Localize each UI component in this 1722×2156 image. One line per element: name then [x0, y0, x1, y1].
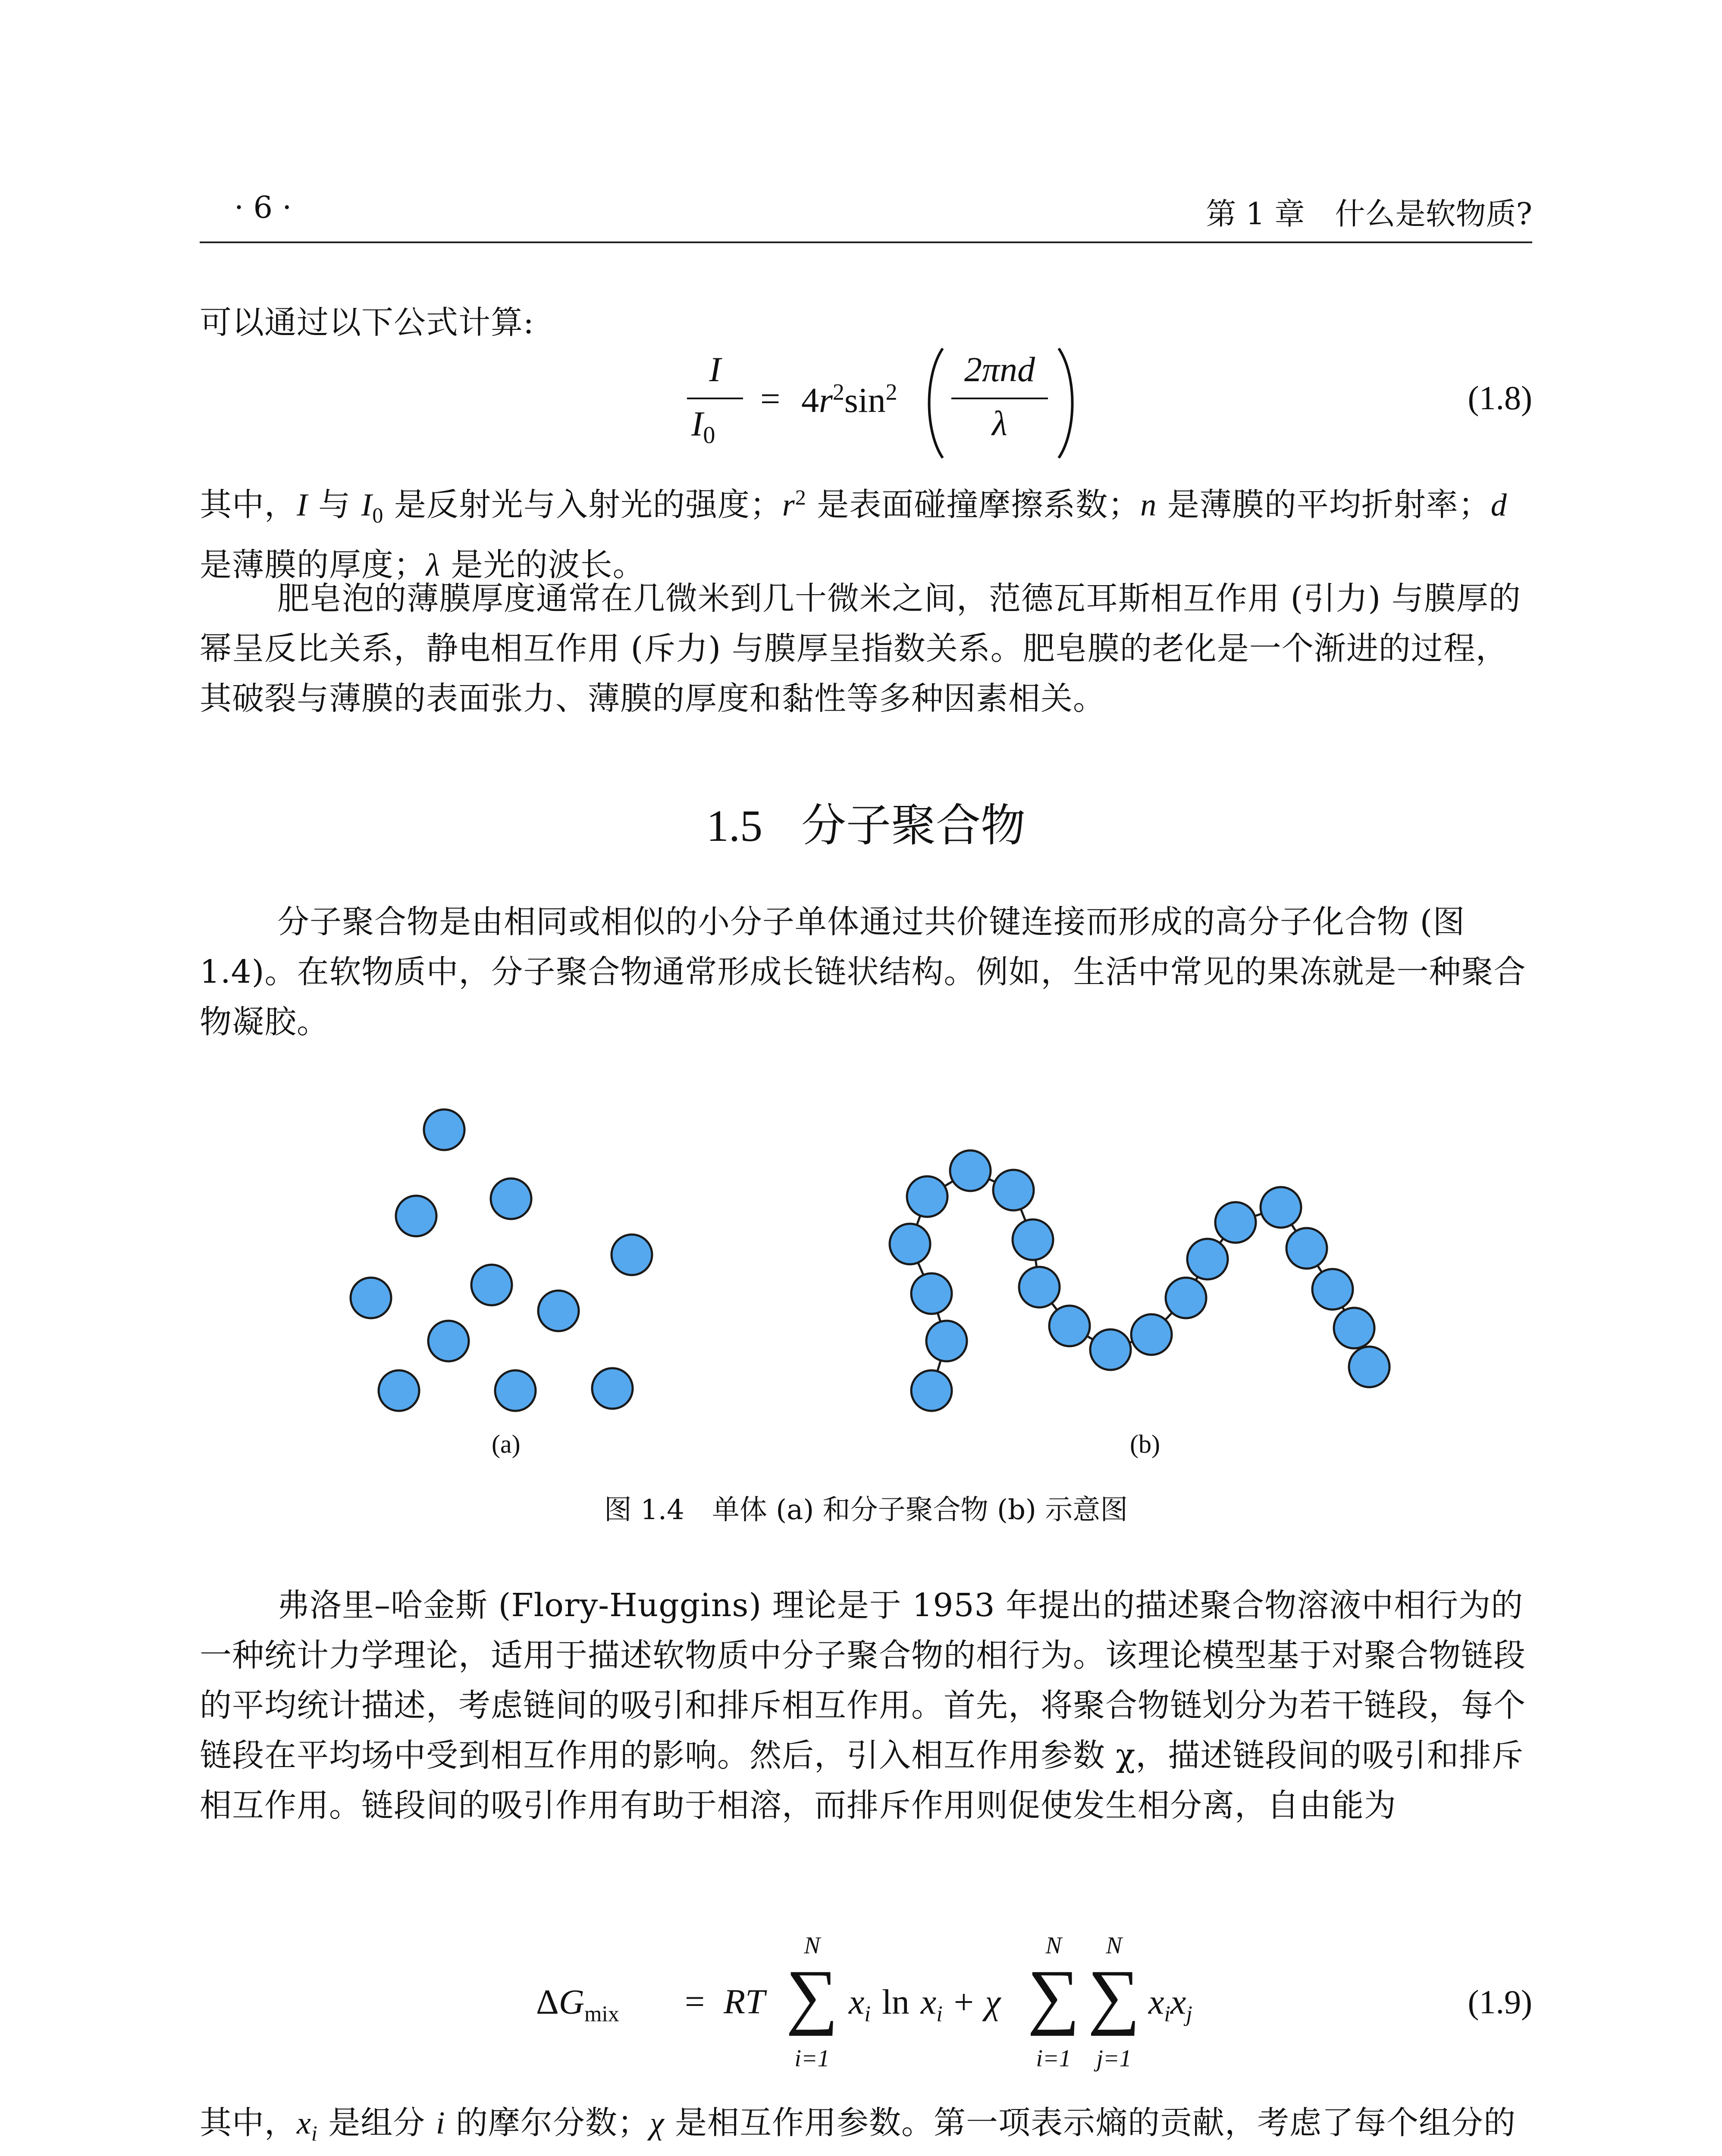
- monomer-bead: [612, 1235, 652, 1275]
- chain-bead: [1131, 1314, 1172, 1355]
- monomer-bead: [491, 1178, 531, 1219]
- eq19-sum-3: N ∑ j=1: [1088, 1932, 1140, 2072]
- chain-bead: [911, 1273, 952, 1314]
- eq18-rhs-bar: [951, 398, 1048, 399]
- figure-label-b: (b): [1130, 1430, 1160, 1458]
- eq18-rhs-num: 2πnd: [964, 350, 1035, 389]
- chain-bead: [926, 1321, 967, 1361]
- chain-bead: [1215, 1202, 1256, 1243]
- equation-1-9: [200, 1932, 1532, 2087]
- monomer-bead: [351, 1278, 391, 1318]
- figure-label-a: (a): [492, 1430, 521, 1458]
- chain-bead: [1349, 1347, 1390, 1387]
- paragraph-eq19-description: 其中，$x_i$ 是组分 i 的摩尔分数；χ 是相互作用参数。第一项表示熵的贡献，考虑了每个组分的: [200, 2104, 1516, 2145]
- chain-bead: [1019, 1267, 1060, 1307]
- eq18-rhs-fraction: [948, 349, 1051, 457]
- eq19-term-1: $x_i$ $\ln x_i + \chi$: [849, 1982, 1001, 2027]
- eq18-number: (1.8): [1468, 379, 1532, 417]
- chain-bead: [1049, 1306, 1090, 1346]
- monomer-bead: [428, 1321, 469, 1361]
- section-number: 1.5: [706, 801, 762, 851]
- eq19-term-2: $x_ix_j$: [1148, 1982, 1192, 2027]
- chain-bead: [890, 1224, 930, 1264]
- eq19-equals: =: [685, 1982, 705, 2021]
- intro-line: 可以通过以下公式计算:: [200, 304, 534, 341]
- paragraph-soap-film: 肥皂泡的薄膜厚度通常在几微米到几十微米之间，范德瓦耳斯相互作用 (引力) 与膜厚的幂呈反比关系，静电相互作用 (斥力) 与膜厚呈指数关系。肥皂膜的老化是一个渐进的过程，其破裂与薄膜的表面张力、薄膜的厚度和黏性等多种因素相关。: [200, 580, 1521, 717]
- eq18-rhs-term: $4r^2\sin^2$: [801, 379, 897, 420]
- chain-bead: [950, 1150, 991, 1191]
- eq19-RT: RT: [724, 1982, 765, 2021]
- eq19-sum-2: N ∑ i=1: [1027, 1932, 1080, 2072]
- eq18-rhs-den: λ: [992, 404, 1007, 443]
- page-number: · 6 ·: [234, 190, 292, 225]
- chain-bead: [1090, 1329, 1131, 1370]
- figure-caption: 图 1.4 单体 (a) 和分子聚合物 (b) 示意图: [604, 1494, 1128, 1526]
- chain-bead: [1013, 1219, 1053, 1260]
- chain-bead: [1334, 1308, 1374, 1348]
- section-heading: [200, 789, 1532, 854]
- monomer-bead: [396, 1196, 436, 1236]
- eq18-lhs-fraction: [683, 349, 747, 457]
- chain-bead: [911, 1370, 952, 1411]
- chain-bead: [1286, 1228, 1327, 1269]
- eq18-left-paren: [922, 345, 948, 461]
- paragraph-eq18-description: 其中，I 与 $I_0$ 是反射光与入射光的强度；$r^2$ 是表面碰撞摩擦系数；n 是薄膜的平均折射率；d 是薄膜的厚度；λ 是光的波长。: [200, 485, 1507, 584]
- chain-bead: [1261, 1187, 1301, 1228]
- eq18-lhs-den: $I_0$: [691, 404, 715, 449]
- chapter-title: 第 1 章 什么是软物质?: [1206, 196, 1532, 232]
- eq18-equals: =: [760, 379, 781, 418]
- monomer-bead: [495, 1370, 536, 1411]
- chain-bead: [907, 1176, 947, 1217]
- monomer-bead: [379, 1370, 419, 1411]
- monomer-bead: [424, 1109, 464, 1150]
- figure-a-monomers: [351, 1109, 652, 1411]
- eq18-right-paren: [1054, 345, 1079, 461]
- figure-1-4: [0, 1078, 1722, 1466]
- paragraph-flory-huggins: 弗洛里–哈金斯 (Flory-Huggins) 理论是于 1953 年提出的描述聚合物溶液中相行为的一种统计力学理论，适用于描述软物质中分子聚合物的相行为。该理论模型基于对聚合物链段的平均统计描述，考虑链间的吸引和排斥相互作用。首先，将聚合物链划分为若干链段，每个链段在平均场中受到相互作用的影响。然后，引入相互作用参数 χ，描述链段间的吸引和排斥相互作用。链段间的吸引作用有助于相溶，而排斥作用则促使发生相分离，自由能为: [200, 1587, 1526, 1824]
- eq19-number: (1.9): [1468, 1983, 1532, 2021]
- eq18-lhs-bar: [687, 398, 743, 399]
- chain-bead: [1166, 1278, 1206, 1318]
- eq18-lhs-num: I: [709, 350, 721, 389]
- eq19-lhs: $\Delta G_{mix}$: [536, 1982, 619, 2027]
- section-title: 分子聚合物: [801, 799, 1026, 852]
- equation-1-8: [200, 345, 1532, 470]
- monomer-bead: [471, 1265, 512, 1305]
- chain-bead: [993, 1170, 1034, 1210]
- page-header: [200, 185, 1532, 243]
- eq19-sum-1: N ∑ i=1: [786, 1932, 838, 2072]
- figure-b-chain: [890, 1150, 1390, 1411]
- chain-bead: [1312, 1269, 1353, 1310]
- chain-bead: [1187, 1239, 1228, 1279]
- monomer-bead: [592, 1368, 633, 1409]
- paragraph-polymer: 分子聚合物是由相同或相似的小分子单体通过共价键连接而形成的高分子化合物 (图 1.4)。在软物质中，分子聚合物通常形成长链状结构。例如，生活中常见的果冻就是一种聚合物凝胶。: [200, 903, 1526, 1040]
- monomer-bead: [538, 1291, 579, 1331]
